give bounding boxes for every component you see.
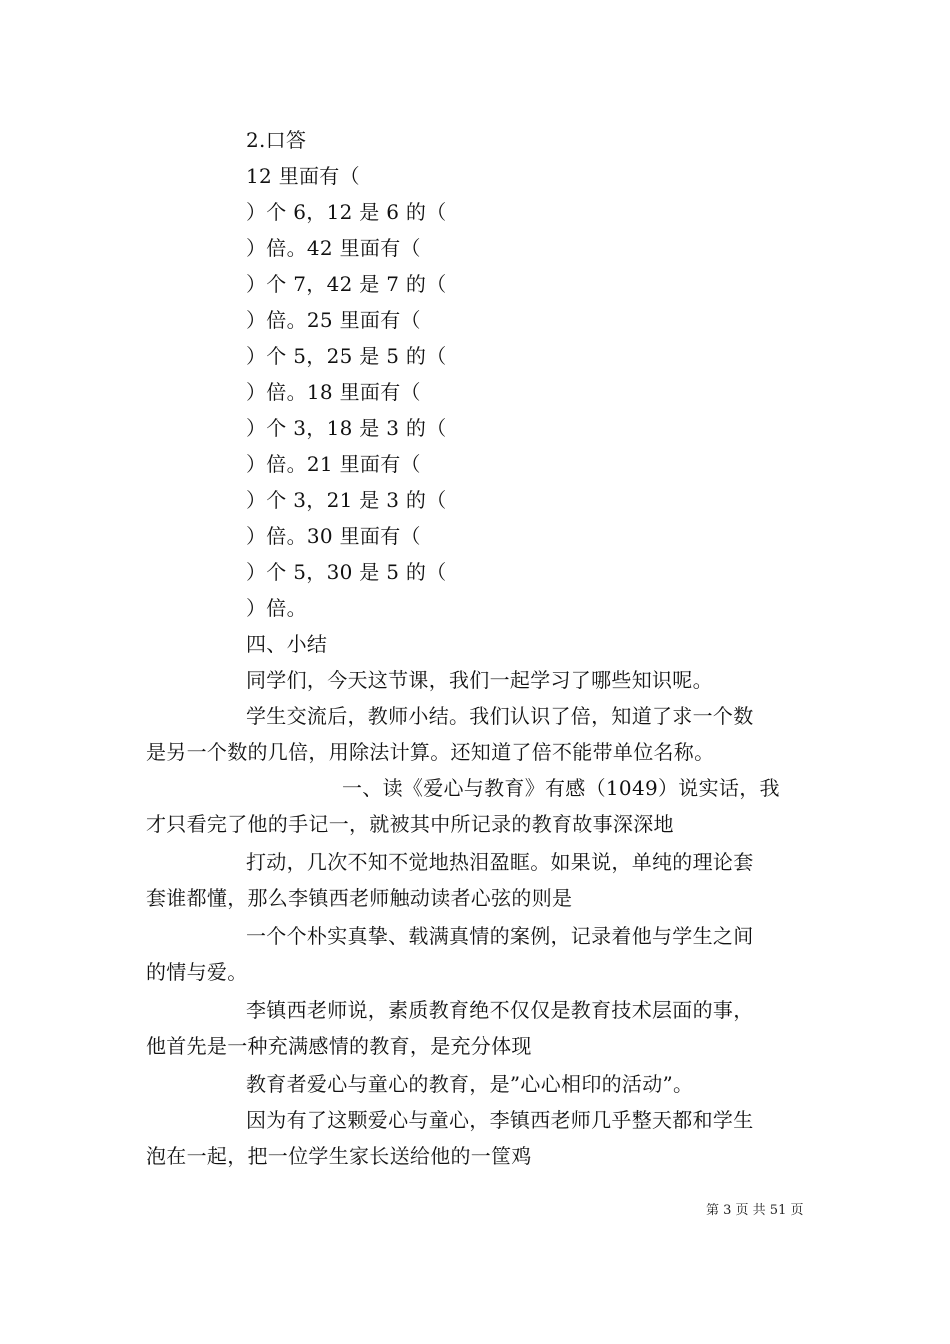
text-line: 套谁都懂，那么李镇西老师触动读者心弦的则是 [146,886,573,910]
text-line: 12 里面有（ [246,164,360,188]
text-line: ）个 3，21 是 3 的（ [246,488,447,512]
text-line: ）个 7，42 是 7 的（ [246,272,447,296]
text-line: 因为有了这颗爱心与童心，李镇西老师几乎整天都和学生 [246,1108,754,1132]
text-line: 同学们，今天这节课，我们一起学习了哪些知识呢。 [246,668,713,692]
text-line: 一、读《爱心与教育》有感（1049）说实话，我 [342,776,780,800]
text-line: 的情与爱。 [146,960,248,984]
text-line: 打动，几次不知不觉地热泪盈眶。如果说，单纯的理论套 [246,850,754,874]
text-line: ）个 3，18 是 3 的（ [246,416,447,440]
text-line: ）个 5，25 是 5 的（ [246,344,447,368]
text-line: 泡在一起，把一位学生家长送给他的一筐鸡 [146,1144,532,1168]
text-line: ）倍。18 里面有（ [246,380,421,404]
text-line: 一个个朴实真挚、载满真情的案例，记录着他与学生之间 [246,924,754,948]
text-line: ）倍。21 里面有（ [246,452,421,476]
text-line: ）倍。30 里面有（ [246,524,421,548]
text-line: ）倍。25 里面有（ [246,308,421,332]
text-line: ）倍。42 里面有（ [246,236,421,260]
text-line: 李镇西老师说，素质教育绝不仅仅是教育技术层面的事， [246,998,754,1022]
text-line: ）个 6，12 是 6 的（ [246,200,447,224]
page-number-footer: 第 3 页 共 51 页 [706,1203,804,1218]
text-line: 学生交流后，教师小结。我们认识了倍，知道了求一个数 [246,704,754,728]
text-line: 才只看完了他的手记一，就被其中所记录的教育故事深深地 [146,812,674,836]
text-line: 2.口答 [246,128,307,152]
text-line: 是另一个数的几倍，用除法计算。还知道了倍不能带单位名称。 [146,740,715,764]
section-heading: 四、小结 [246,632,328,656]
text-line: 教育者爱心与童心的教育，是”心心相印的活动”。 [246,1072,694,1096]
text-line: ）个 5，30 是 5 的（ [246,560,447,584]
text-line: ）倍。 [246,596,307,620]
text-line: 他首先是一种充满感情的教育，是充分体现 [146,1034,532,1058]
